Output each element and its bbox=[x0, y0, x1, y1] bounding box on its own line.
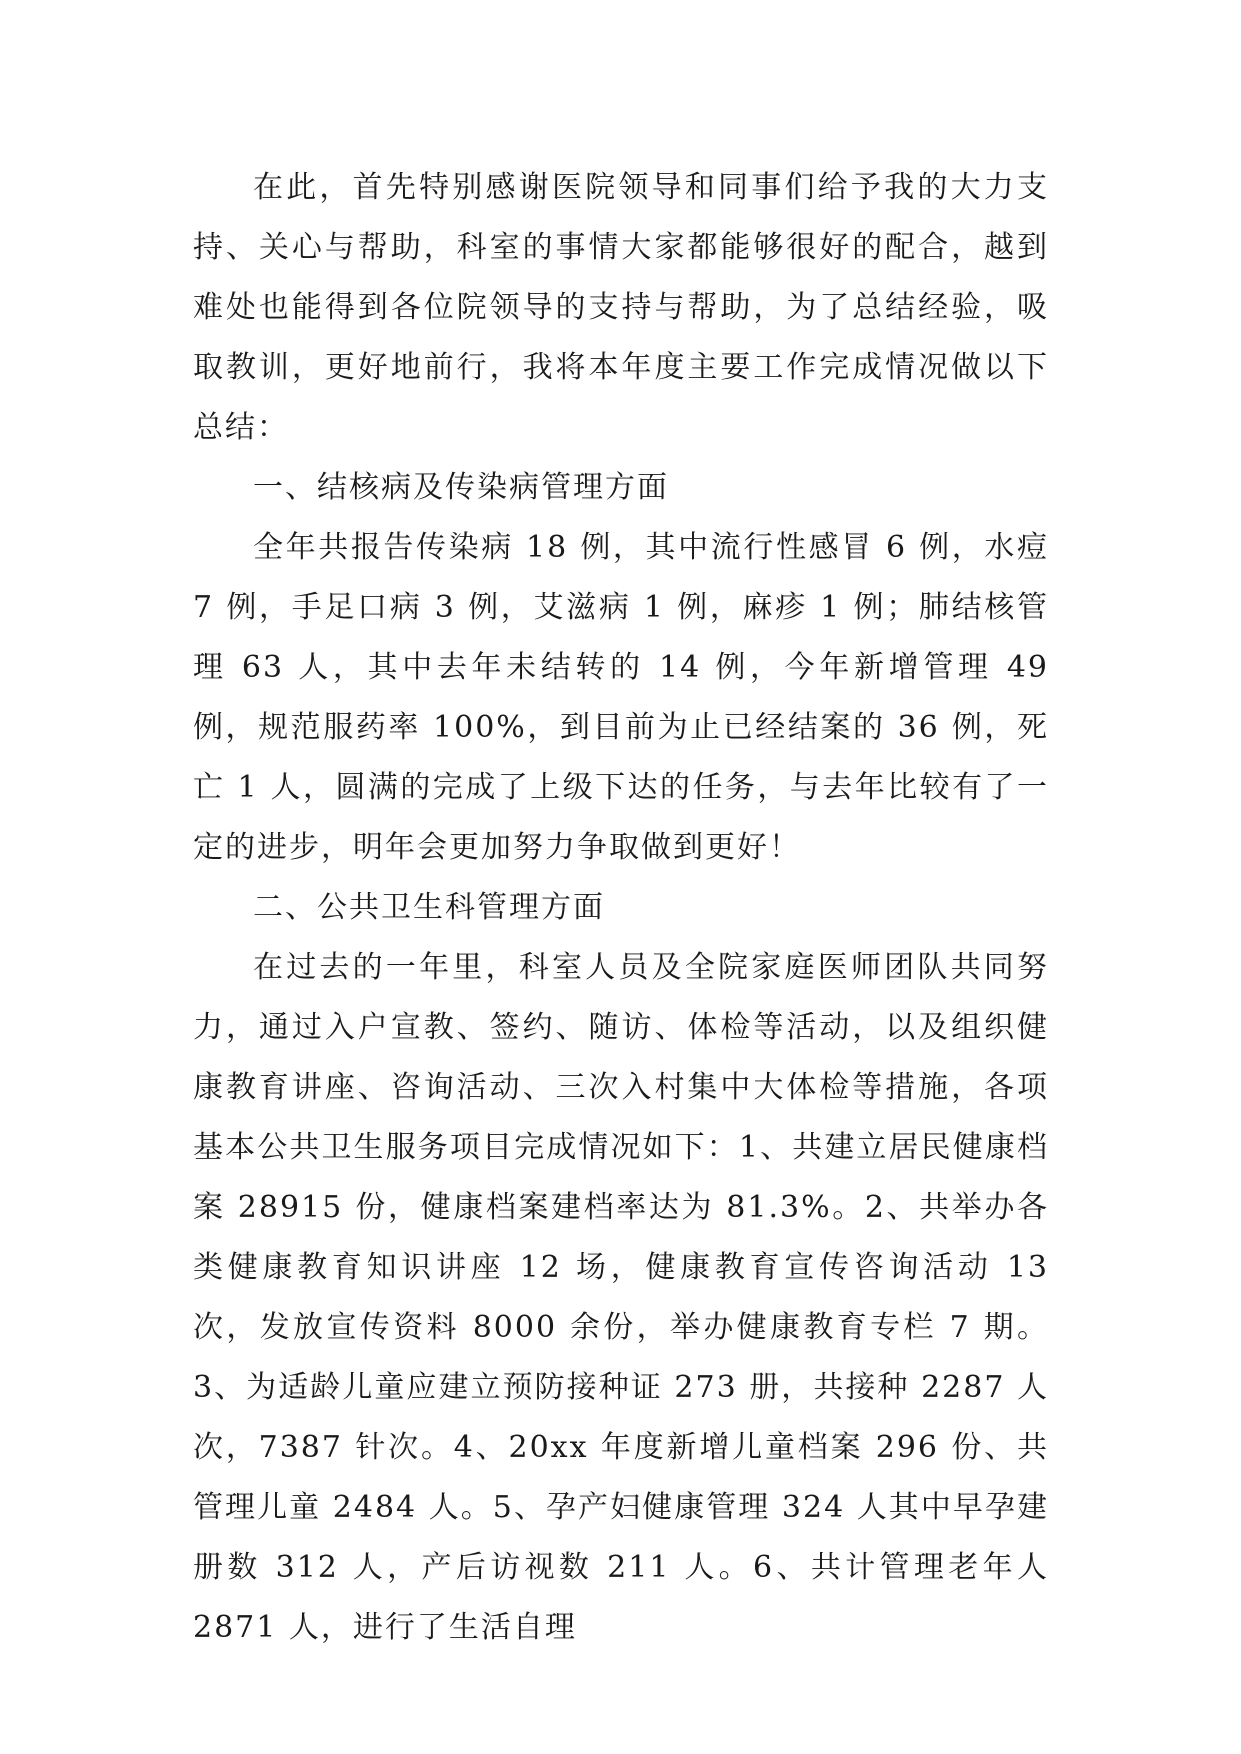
section-heading-public-health: 二、公共卫生科管理方面 bbox=[253, 890, 605, 925]
public-health-paragraph: 在过去的一年里，科室人员及全院家庭医师团队共同努力，通过入户宣教、签约、随访、体检等活动，以及组织健康教育讲座、咨询活动、三次入村集中大体检等措施，各项基本公共卫生服务项目完成情况如下：1、共建立居民健康档案 28915 份，健康档案建档率达为 81.3%。2、共举办各类健康教育知识讲座 12 场，健康教育宣传咨询活动 13 次，发放宣传资料 8000 余份，举办健康教育专栏 7 期。3、为适龄儿童应建立预防接种证 273 册，共接种 2287 人次，7387 针次。4、20xx 年度新增儿童档案 296 份、共管理儿童 2484 人。5、孕产妇健康管理 324 人其中早孕建册数 312 人，产后访视数 211 人。6、共计管理老年人 2871 人，进行了生活自理 bbox=[193, 950, 1049, 1645]
section-heading-tuberculosis: 一、结核病及传染病管理方面 bbox=[253, 470, 669, 505]
intro-paragraph: 在此，首先特别感谢医院领导和同事们给予我的大力支持、关心与帮助，科室的事情大家都能够很好的配合，越到难处也能得到各位院领导的支持与帮助，为了总结经验，吸取教训，更好地前行，我将本年度主要工作完成情况做以下总结： bbox=[193, 170, 1049, 445]
document-body bbox=[193, 158, 1049, 1658]
tuberculosis-paragraph: 全年共报告传染病 18 例，其中流行性感冒 6 例，水痘 7 例，手足口病 3 例，艾滋病 1 例，麻疹 1 例；肺结核管理 63 人，其中去年未结转的 14 例，今年新增管理 49 例，规范服药率 100%，到目前为止已经结案的 36 例，死亡 1 人，圆满的完成了上级下达的任务，与去年比较有了一定的进步，明年会更加努力争取做到更好！ bbox=[193, 530, 1049, 865]
